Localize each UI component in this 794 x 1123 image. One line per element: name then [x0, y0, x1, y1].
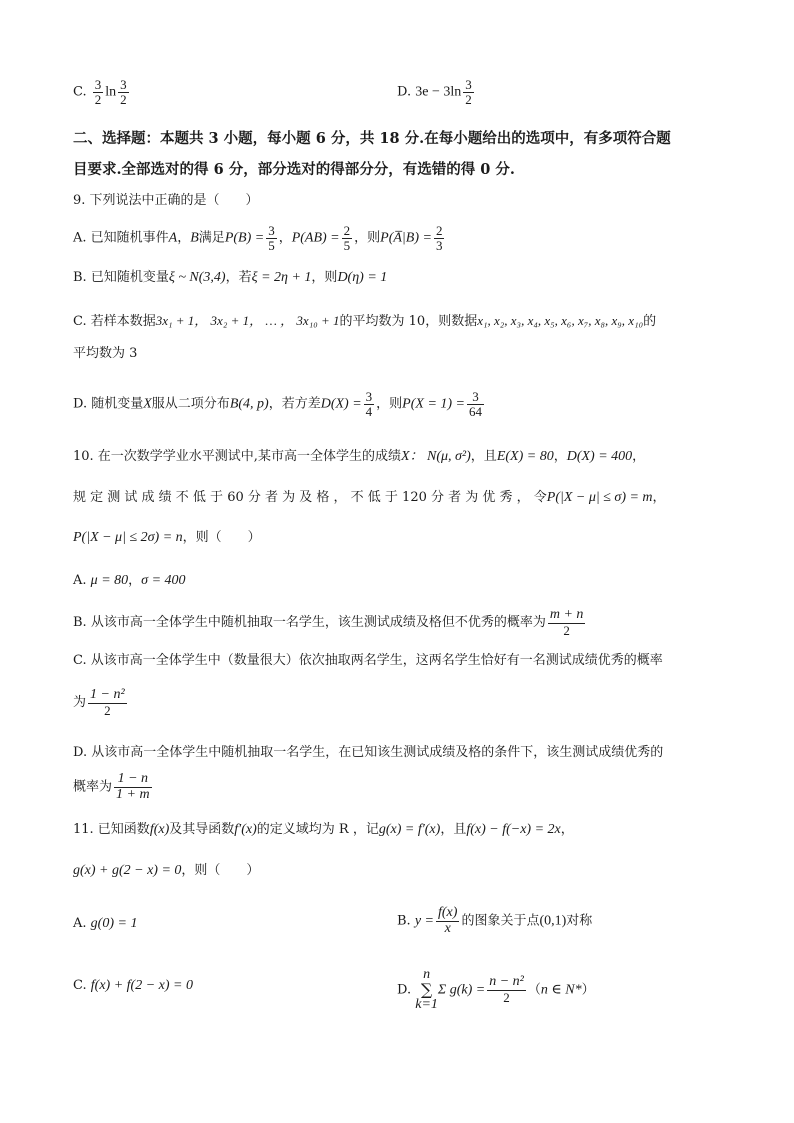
q10-option-d-cont: 概率为 $\frac{1 - n}{1 + m}$: [73, 771, 150, 802]
section-heading-line1: 二、选择题：本题共 3 小题，每小题 6 分，共 18 分.在每小题给出的选项中，有多项符合题: [73, 130, 671, 147]
fraction: $\frac{3}{4}$: [365, 389, 373, 419]
q10-stem-line3: P(|X − μ| ≤ 2σ) = n，则（ ）: [73, 530, 261, 545]
q9-option-d: D. 随机变量X服从二项分布B(4, p)，若方差D(X) = $\frac{3}{4}$ ，则P(X = 1) = $\frac{3}{64}$: [73, 389, 482, 419]
fraction: $\frac{\text{1 − n²}}{2}$: [90, 687, 125, 718]
q10-option-c-cont: 为 $\frac{\text{1 − n²}}{2}$: [73, 687, 125, 718]
q10-stem-line1: 10. 在一次数学学业水平测试中,某市高一全体学生的成绩X： N(μ, σ²)，且E(X) = 80，D(X) = 400，: [73, 449, 646, 464]
fraction: $\frac{m + n}{2}$: [549, 607, 584, 638]
q11-option-c: C. f(x) + f(2 − x) = 0: [73, 978, 193, 993]
fraction: $\frac{f(x)}{x}$: [438, 905, 458, 936]
q11-stem-line1: 11. 已知函数f(x)及其导函数f′(x)的定义域均为 R ，记g(x) = f′(x)，且f(x) − f(−x) = 2x，: [73, 822, 574, 837]
q9-option-a: A. 已知随机事件A，B满足P(B) = $\frac{3}{5}$ ，P(AB) = $\frac{2}{5}$ ，则P(A̅|B) = $\frac{2}{3}$: [73, 223, 443, 253]
fraction: $\frac{3}{64}$: [469, 389, 482, 419]
q10-stem-line2: 规 定 测 试 成 绩 不 低 于 60 分 者 为 及 格 ， 不 低 于 120 分 者 为 优 秀 ， 令P(|X − μ| ≤ σ) = m，: [73, 490, 666, 505]
sum-symbol: n ∑ k=1: [415, 967, 438, 1012]
fraction: $\frac{\text{n − n²}}{2}$: [489, 974, 524, 1006]
option-label: D.: [397, 84, 412, 100]
q11-option-d: D. n ∑ k=1 Σ g(k) = $\frac{\text{n − n²}}{2}$ （n ∈ N*）: [397, 967, 595, 1012]
q8-option-c: C. $\frac{3}{2}$ ln $\frac{3}{2}$: [73, 77, 127, 107]
section-heading-line2: 目要求.全部选对的得 6 分，部分选对的得部分分，有选错的得 0 分.: [73, 161, 515, 178]
fraction: $\frac{3}{2}$: [120, 77, 127, 107]
q11-option-b: B. y = $\frac{f(x)}{x}$ 的图象关于点(0,1)对称: [397, 905, 593, 936]
fraction: $\frac{1 - n}{1 + m}$: [116, 771, 150, 802]
option-label: C.: [73, 84, 87, 100]
fraction: $\frac{3}{2}$: [94, 77, 102, 107]
q9-option-c: C. 若样本数据3x₁ + 1， 3x₂ + 1， … ， 3x₁₀ + 1的平均数为 10，则数据x₁, x₂, x₃, x₄, x₅, x₆, x₇, x₈, x₉, x₁₀的: [73, 313, 657, 329]
q10-option-d: D. 从该市高一全体学生中随机抽取一名学生，在已知该生测试成绩及格的条件下，该生测试成绩优秀的: [73, 745, 664, 760]
q8-option-d: D. 3e − 3ln $\frac{3}{2}$: [397, 77, 472, 107]
fraction: $\frac{3}{5}$: [268, 223, 275, 253]
q9-option-c-cont: 平均数为 3: [73, 346, 138, 361]
q10-option-a: A. μ = 80，σ = 400: [73, 573, 186, 588]
q11-stem-line2: g(x) + g(2 − x) = 0，则（ ）: [73, 863, 260, 878]
q9-option-b: B. 已知随机变量ξ ~ N(3,4)，若ξ = 2η + 1，则D(η) = 1: [73, 270, 388, 285]
fraction: $\frac{3}{2}$: [465, 77, 472, 107]
q9-stem: 9. 下列说法中正确的是（ ）: [73, 193, 259, 208]
fraction: $\frac{2}{5}$: [343, 223, 351, 253]
q11-option-a: A. g(0) = 1: [73, 916, 138, 931]
fraction: $\frac{2}{3}$: [435, 223, 443, 253]
q10-option-c: C. 从该市高一全体学生中（数量很大）依次抽取两名学生，这两名学生恰好有一名测试成绩优秀的概率: [73, 653, 663, 668]
q10-option-b: B. 从该市高一全体学生中随机抽取一名学生，该生测试成绩及格但不优秀的概率为 $\frac{m + n}{2}$: [73, 607, 584, 638]
